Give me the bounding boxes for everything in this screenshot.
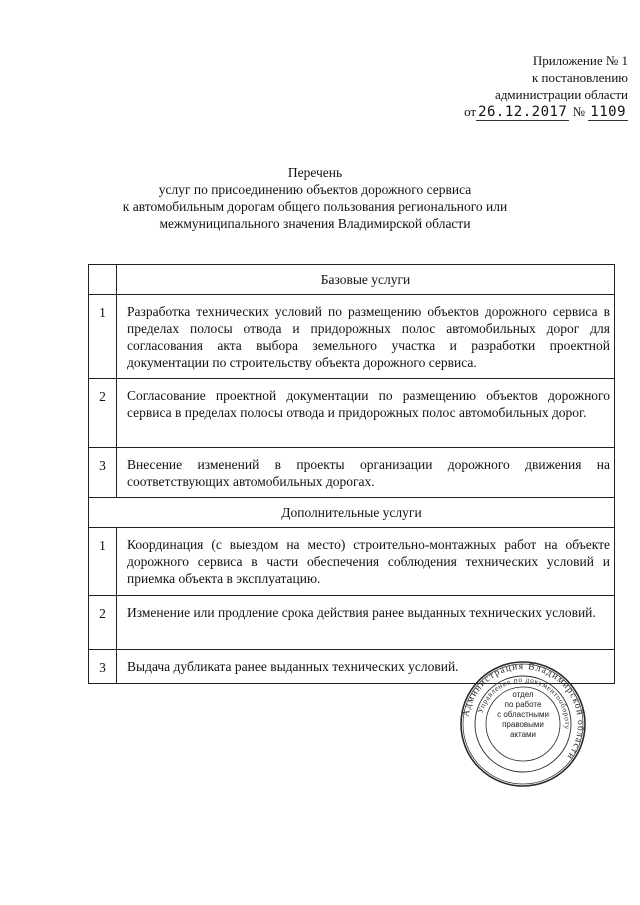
document-title [100,164,530,232]
stamp-center-line: отдел [512,690,534,699]
table-row [89,379,615,448]
stamp-center-line: по работе [504,700,542,709]
title-line-2: услуг по присоединению объектов дорожного сервиса [158,182,472,197]
stamp-center-line: с областными [497,710,549,719]
stamp-center-text [487,690,559,740]
services-table [88,264,615,684]
section-heading-row [89,498,615,528]
title-line-3: к автомобильным дорогам общего пользования регионального или [122,199,508,214]
appendix-line-2: к постановлению [531,70,628,85]
appendix-dateline [464,103,628,121]
appendix-header [464,52,628,121]
row-number: 3 [89,448,117,498]
row-number: 2 [89,379,117,448]
table-row [89,596,615,650]
row-text: Разработка технических условий по размещению объектов дорожного сервиса в пределах полосы отвода и придорожных полос автомобильных дорог для согласования акта выбора земельного участка и разработки проектной документации по строительству объекта дорожного сервиса. [117,295,615,379]
row-number: 1 [89,295,117,379]
row-number: 3 [89,650,117,684]
date-value: 26.12.2017 [478,104,568,120]
date-prefix: от [464,104,477,119]
row-text: Выдача дубликата ранее выданных технических условий. [117,650,615,684]
row-text: Согласование проектной документации по размещению объектов дорожного сервиса в пределах полосы отвода и придорожных полос автомобильных дорог. [117,379,615,448]
number-prefix: № [572,104,586,119]
section-heading-additional: Дополнительные услуги [89,498,615,528]
table-row [89,295,615,379]
row-text: Внесение изменений в проекты организации дорожного движения на соответствующих автомобильных дорогах. [117,448,615,498]
row-number: 2 [89,596,117,650]
title-line-1: Перечень [287,165,343,180]
stamp-center-line: правовыми [502,720,544,729]
stamp-center-line: актами [509,730,537,739]
table-row [89,448,615,498]
number-value: 1109 [590,104,626,120]
row-number: 1 [89,528,117,596]
appendix-line-1: Приложение № 1 [532,53,628,68]
section-heading-row [89,265,615,295]
stamp-inner-text: Управление по документообороту [475,674,573,731]
stamp-outer-text: Администрация Владимирской области [461,661,586,762]
row-text: Изменение или продление срока действия ранее выданных технических условий. [117,596,615,650]
title-line-4: межмуниципального значения Владимирской области [159,216,471,231]
empty-cell [89,265,117,295]
official-stamp [459,660,587,788]
section-heading-base: Базовые услуги [117,265,615,295]
table-row [89,528,615,596]
row-text: Координация (с выездом на место) строительно-монтажных работ на объекте дорожного сервиса в части обеспечения соблюдения технических условий и приемка объекта в эксплуатацию. [117,528,615,596]
appendix-line-3: администрации области [495,87,628,102]
